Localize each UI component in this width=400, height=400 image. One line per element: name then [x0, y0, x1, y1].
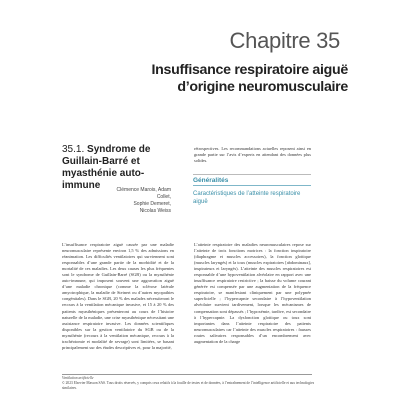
section-title: Syndrome de Guillain-Barré et myasthénie auto-immune [62, 144, 151, 191]
chapter-number: Chapitre 35 [229, 28, 340, 53]
section-heading [62, 144, 172, 192]
section-divider [193, 174, 311, 175]
chapter-title [0, 62, 348, 96]
author-line-2: Sophie Demeret, Nicolas Weiss [133, 201, 171, 214]
chapter-title-line-1: Insuffisance respiratoire aiguë [151, 62, 348, 78]
heading-generalites: Généralités [193, 177, 311, 186]
footer-divider [62, 374, 312, 375]
right-column-intro: rétrospectives. Les recommandations actuelles reposent ainsi en grande partie sur l’avis d’experts en attendant des données plus solides. [194, 146, 311, 164]
authors [116, 187, 171, 215]
author-line-1: Clémence Marois, Adam Collet, [116, 187, 171, 200]
subheading: Caractéristiques de l’atteinte respiratoire aiguë [193, 191, 301, 205]
left-column-text: L’insuffisance respiratoire aiguë causée par une maladie neuromusculaire représente environ 1,5 % des admissions en réanimation. Les difficultés ventilatoires qui surviennent sont responsables d’une grande partie de la morbidité et de la mortalité de ces maladies. Les deux causes les plus fréquentes sont le syndrome de Guillain-Barré (SGB) ou la myasthénie auto-immune, qui imposent souvent une aggravation aiguë d’une maladie chronique (comme la sclérose latérale amyotrophique, la maladie de Steinert ou d’autres myopathies congénitales). Dans le SGB, 20 % des malades nécessiteront le recours à la ventilation mécanique invasive, et 15 à 20 % des patients myasthéniques présenteront au cours de l’histoire naturelle de la maladie, une crise myasthénique nécessitant une assistance respiratoire invasive. Les données scientifiques disponibles sur la gestion ventilatoire du SGB ou de la myasthénie (recours à la ventilation mécanique, recours à la trachéotomie et modalité de sevrage) sont limitées, se basant principalement sur des études descriptives et, pour la majorité, [62, 242, 174, 350]
footer-book-title: Ventilation artificielle [62, 376, 94, 380]
section-number: 35.1. [62, 144, 85, 155]
footer-rights: © 2023 Elsevier Masson SAS. Tous droits réservés, y compris ceux relatifs à la fouille de textes et de données, à l’entraînement de l’intelligence artificielle et aux technologies similaires. [62, 380, 315, 390]
right-column-text: L’atteinte respiratoire des maladies neuromusculaires repose sur l’atteinte de trois fonctions motrices : la fonction inspiratoire (diaphragme et muscles accessoires), la fonction glottique (muscles laryngés) et la toux (muscles expiratoires [abdominaux], inspirateurs et laryngés). L’atteinte des muscles respiratoires est responsable d’une hypoventilation alvéolaire en rapport avec une insuffisance respiratoire restrictive ; la baisse du volume courant générée est compensée par une augmentation de la fréquence respiratoire, se manifestant cliniquement par une polypnée superficielle ; l’hypercapnie secondaire à l’hypoventilation alvéolaire survient tardivement, lorsque les mécanismes de compensation sont dépassés ; l’hypoxémie, tardive, est secondaire à l’hypercapnie. La dysfonction glottique ou toux sont importantes dans l’atteinte respiratoire des patients neuromusculaires car l’atteinte des muscles respiratoires : fausses routes salivaires responsables d’un encombrement avec augmentation de la charge [194, 242, 311, 344]
chapter-title-line-2: d’origine neuromusculaire [177, 79, 348, 95]
footer [62, 376, 322, 390]
